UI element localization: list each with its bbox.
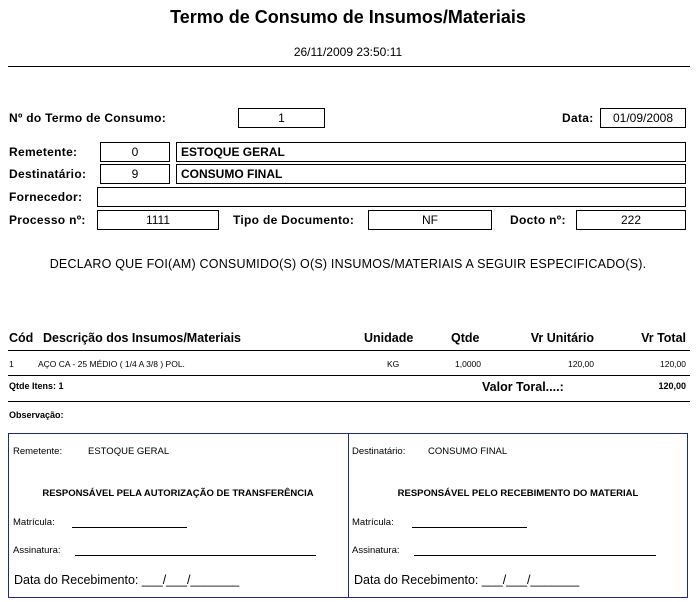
- docto-label: Docto nº:: [510, 213, 566, 227]
- processo-label: Processo nº:: [9, 213, 86, 227]
- row-cod: 1: [9, 359, 14, 369]
- remetente-code-field: 0: [100, 142, 170, 162]
- destinatario-name-field: CONSUMO FINAL: [176, 164, 686, 184]
- sig-right-heading: RESPONSÁVEL PELO RECEBIMENTO DO MATERIAL: [397, 488, 639, 499]
- col-header-vr-total: Vr Total: [641, 331, 686, 345]
- sig-left-assinatura-label: Assinatura:: [13, 545, 61, 556]
- destinatario-code-field: 9: [100, 164, 170, 184]
- sig-right-party-value: CONSUMO FINAL: [428, 446, 508, 457]
- row-descricao: AÇO CA - 25 MÉDIO ( 1/4 A 3/8 ) POL.: [38, 359, 185, 369]
- remetente-label: Remetente:: [9, 145, 78, 159]
- docto-field: 222: [576, 210, 686, 230]
- processo-field: 1111: [97, 210, 219, 230]
- sig-right-matricula-line: [412, 527, 527, 528]
- col-header-cod: Cód: [9, 331, 34, 345]
- valor-total-label: Valor Toral....:: [482, 380, 564, 394]
- col-header-unidade: Unidade: [364, 331, 414, 345]
- sig-left-matricula-label: Matrícula:: [13, 517, 55, 528]
- page-title: Termo de Consumo de Insumos/Materiais: [170, 7, 526, 27]
- row-qtde: 1,0000: [455, 359, 481, 369]
- sig-right-assinatura-line: [414, 555, 656, 556]
- fornecedor-label: Fornecedor:: [9, 190, 83, 204]
- sig-right-assinatura-label: Assinatura:: [352, 545, 400, 556]
- table-row-divider: [8, 375, 690, 376]
- termo-number-field: 1: [238, 108, 325, 128]
- sig-left-heading: RESPONSÁVEL PELA AUTORIZAÇÃO DE TRANSFERÊNCIA: [42, 488, 314, 499]
- col-header-descricao: Descrição dos Insumos/Materiais: [43, 331, 241, 345]
- sig-left-party-value: ESTOQUE GERAL: [88, 446, 170, 457]
- signature-divider: [348, 433, 349, 598]
- destinatario-label: Destinatário:: [9, 167, 87, 181]
- data-field: 01/09/2008: [600, 108, 686, 128]
- sig-left-matricula-line: [72, 527, 187, 528]
- valor-total-value: 120,00: [658, 381, 686, 391]
- totals-divider: [8, 401, 690, 402]
- header-divider: [8, 66, 690, 67]
- declaration-text: DECLARO QUE FOI(AM) CONSUMIDO(S) O(S) INSUMOS/MATERIAIS A SEGUIR ESPECIFICADO(S).: [49, 257, 647, 271]
- sig-left-party-label: Remetente:: [13, 446, 63, 457]
- data-label: Data:: [562, 111, 594, 125]
- remetente-name-field: ESTOQUE GERAL: [176, 142, 686, 162]
- generated-timestamp: 26/11/2009 23:50:11: [293, 45, 403, 59]
- tipo-documento-field: NF: [368, 210, 492, 230]
- row-unidade: KG: [387, 359, 400, 369]
- termo-label: Nº do Termo de Consumo:: [9, 111, 167, 125]
- table-header-divider: [8, 350, 690, 351]
- sig-left-assinatura-line: [75, 555, 316, 556]
- observacao-label: Observação:: [9, 410, 64, 420]
- row-vr-total: 120,00: [660, 359, 686, 369]
- sig-right-party-label: Destinatário:: [352, 446, 406, 457]
- col-header-qtde: Qtde: [451, 331, 480, 345]
- qtde-itens: Qtde Itens: 1: [9, 381, 64, 391]
- sig-right-data-recebimento: Data do Recebimento: ___/___/_______: [354, 573, 580, 587]
- fornecedor-field: [97, 187, 686, 207]
- row-vr-unitario: 120,00: [568, 359, 594, 369]
- tipo-documento-label: Tipo de Documento:: [233, 213, 355, 227]
- col-header-vr-unitario: Vr Unitário: [530, 331, 594, 345]
- sig-right-matricula-label: Matrícula:: [352, 517, 394, 528]
- sig-left-data-recebimento: Data do Recebimento: ___/___/_______: [14, 573, 240, 587]
